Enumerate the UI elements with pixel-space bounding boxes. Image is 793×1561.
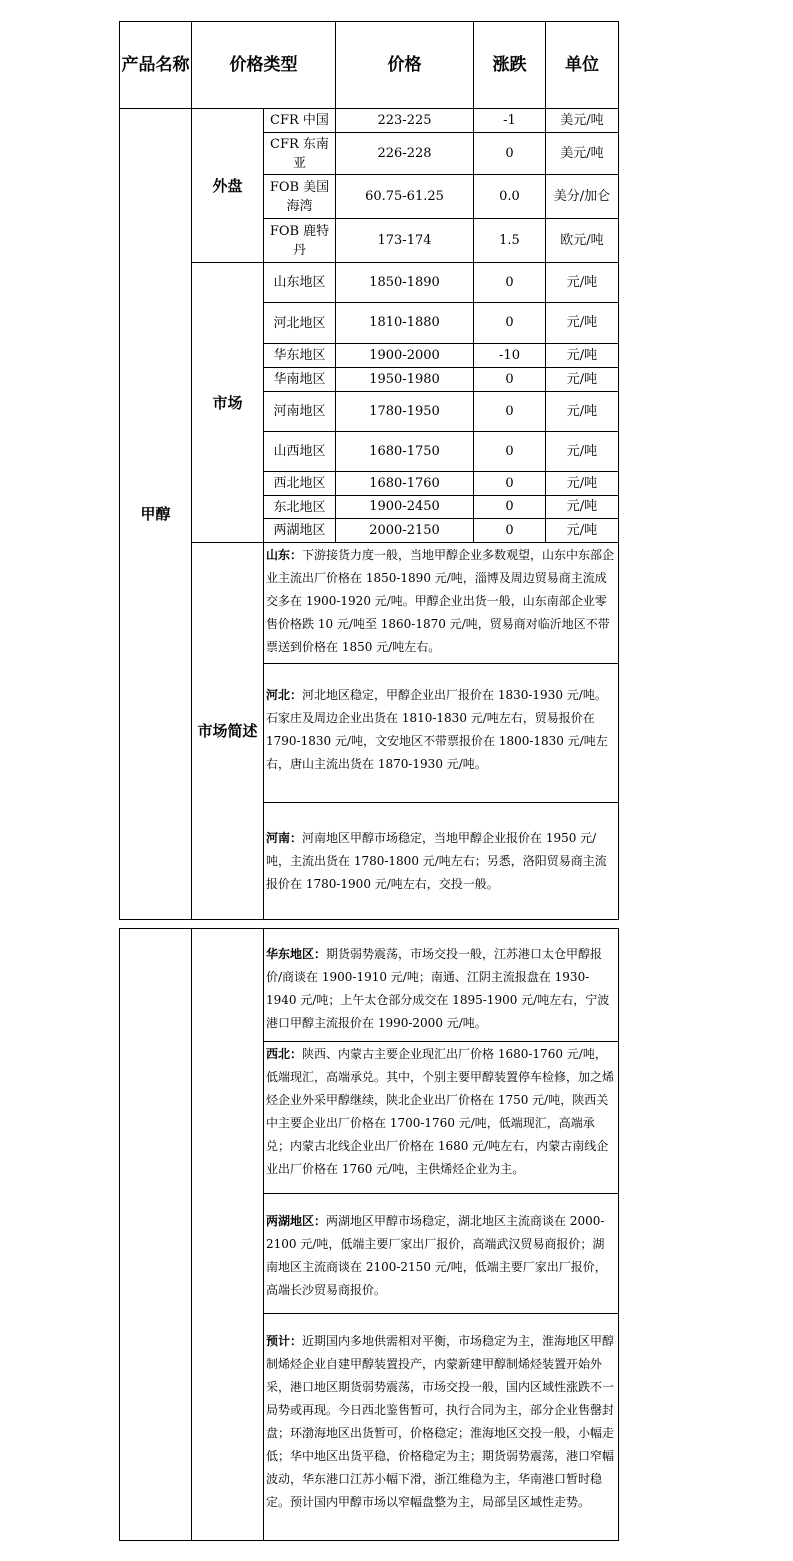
summary-label: 市场简述: [192, 543, 264, 920]
region-name: 两湖地区: [264, 519, 336, 543]
price-unit: 元/吨: [546, 496, 619, 519]
price-unit: 美分/加仑: [546, 175, 619, 219]
summary-region: 河北：: [266, 688, 303, 702]
summary-paragraph: [264, 1194, 619, 1314]
region-name: 山东地区: [264, 263, 336, 303]
summary-region: 两湖地区：: [266, 1214, 327, 1228]
price-value: 1900-2450: [336, 496, 474, 519]
price-change: 0: [474, 303, 546, 344]
price-value: 226-228: [336, 133, 474, 175]
price-unit: 元/吨: [546, 263, 619, 303]
price-value: 1950-1980: [336, 368, 474, 392]
header-unit: 单位: [546, 22, 619, 109]
price-change: 0: [474, 519, 546, 543]
summary-region: 华东地区：: [266, 947, 327, 961]
price-value: 1900-2000: [336, 344, 474, 368]
price-unit: 元/吨: [546, 303, 619, 344]
price-change: 0: [474, 133, 546, 175]
price-change: 0: [474, 263, 546, 303]
price-unit: 元/吨: [546, 519, 619, 543]
summary-continued-table: [119, 928, 619, 1541]
summary-text: 两湖地区甲醇市场稳定，湖北地区主流商谈在 2000-2100 元/吨，低端主要厂家出厂报价，高端武汉贸易商报价；湖南地区主流商谈在 2100-2150 元/吨，低端主要厂家出厂报价，高端长沙贸易商报价。: [266, 1214, 607, 1297]
summary-paragraph: [264, 664, 619, 803]
summary-text: 期货弱势震荡，市场交投一般，江苏港口太仓甲醇报价/商谈在 1900-1910 元/吨；南通、江阴主流报盘在 1930-1940 元/吨；上午太仓部分成交在 1895-1900 元/吨左右，宁波港口甲醇主流报价在 1990-2000 元/吨。: [266, 947, 610, 1030]
summary-paragraph: [264, 803, 619, 920]
summary-paragraph: [264, 929, 619, 1042]
price-type-name: FOB 美国海湾: [264, 175, 336, 219]
price-value: 1780-1950: [336, 392, 474, 432]
summary-region: 河南：: [266, 831, 303, 845]
market-label: 市场: [192, 263, 264, 543]
summary-text: 河南地区甲醇市场稳定，当地甲醇企业报价在 1950 元/吨，主流出货在 1780-1800 元/吨左右；另悉，洛阳贸易商主流报价在 1780-1900 元/吨左右，交投一般。: [266, 831, 607, 891]
table-row: [120, 109, 619, 133]
summary-text: 陕西、内蒙古主要企业现汇出厂价格 1680-1760 元/吨，低端现汇，高端承兑。其中，个别主要甲醇装置停车检修，加之烯烃企业外采甲醇继续，陕北企业出厂价格在 1750 元/吨，陕西关中主要企业出厂价格在 1700-1760 元/吨，低端现汇，高端承兑；内蒙古北线企业出厂价格在 1680 元/吨左右，内蒙古南线企业出厂价格在 1760 元/吨，主供烯烃企业为主。: [266, 1047, 615, 1176]
region-name: 东北地区: [264, 496, 336, 519]
price-type-name: CFR 中国: [264, 109, 336, 133]
summary-region: 预计：: [266, 1334, 303, 1348]
header-price: 价格: [336, 22, 474, 109]
summary-region: 山东：: [266, 548, 303, 562]
summary-row: [120, 929, 619, 1042]
price-change: 0: [474, 472, 546, 496]
price-unit: 欧元/吨: [546, 219, 619, 263]
region-name: 华南地区: [264, 368, 336, 392]
price-value: 1850-1890: [336, 263, 474, 303]
price-change: 0.0: [474, 175, 546, 219]
summary-paragraph: [264, 543, 619, 664]
price-change: 0: [474, 368, 546, 392]
summary-region: 西北：: [266, 1047, 303, 1061]
region-name: 西北地区: [264, 472, 336, 496]
price-unit: 元/吨: [546, 344, 619, 368]
summary-text: 近期国内多地供需相对平衡，市场稳定为主，淮海地区甲醇制烯烃企业自建甲醇装置投产，内蒙新建甲醇制烯烃装置开始外采，港口地区期货弱势震荡，市场交投一般，国内区域性涨跌不一局势或再现。今日西北鉴售暂可，执行合同为主，部分企业售罄封盘；环渤海地区出货暂可，价格稳定；淮海地区交投一般，小幅走低；华中地区出货平稳，价格稳定为主；期货弱势震荡，港口窄幅波动，华东港口江苏小幅下滑，浙江维稳为主，华南港口暂时稳定。预计国内甲醇市场以窄幅盘整为主，局部呈区域性走势。: [266, 1334, 615, 1509]
price-type-name: FOB 鹿特丹: [264, 219, 336, 263]
price-change: 0: [474, 496, 546, 519]
summary-text: 河北地区稳定，甲醇企业出厂报价在 1830-1930 元/吨。石家庄及周边企业出货在 1810-1830 元/吨左右，贸易报价在 1790-1830 元/吨，文安地区不带票报价在 1800-1830 元/吨左右，唐山主流出货在 1870-1930 元/吨。: [266, 688, 608, 771]
price-value: 60.75-61.25: [336, 175, 474, 219]
header-price-type: 价格类型: [192, 22, 336, 109]
summary-paragraph: [264, 1314, 619, 1541]
price-change: -10: [474, 344, 546, 368]
header-product: 产品名称: [120, 22, 192, 109]
summary-row: [120, 543, 619, 664]
region-name: 河南地区: [264, 392, 336, 432]
price-value: 1680-1760: [336, 472, 474, 496]
price-value: 223-225: [336, 109, 474, 133]
summary-paragraph: [264, 1042, 619, 1194]
region-name: 华东地区: [264, 344, 336, 368]
overseas-label: 外盘: [192, 109, 264, 263]
price-unit: 元/吨: [546, 432, 619, 472]
product-name-cell: 甲醇: [120, 109, 192, 920]
methanol-price-table: [119, 21, 619, 920]
price-change: 0: [474, 432, 546, 472]
price-change: 0: [474, 392, 546, 432]
price-unit: 元/吨: [546, 368, 619, 392]
region-name: 河北地区: [264, 303, 336, 344]
header-row: [120, 22, 619, 109]
price-type-name: CFR 东南亚: [264, 133, 336, 175]
price-value: 1680-1750: [336, 432, 474, 472]
region-name: 山西地区: [264, 432, 336, 472]
price-change: 1.5: [474, 219, 546, 263]
summary-text: 下游接货力度一般，当地甲醇企业多数观望，山东中东部企业主流出厂价格在 1850-1890 元/吨，淄博及周边贸易商主流成交多在 1900-1920 元/吨。甲醇企业出货一般，山东南部企业零售价格跌 10 元/吨至 1860-1870 元/吨，贸易商对临沂地区不带票送到价格在 1850 元/吨左右。: [266, 548, 615, 654]
price-unit: 元/吨: [546, 472, 619, 496]
header-change: 涨跌: [474, 22, 546, 109]
table-row: [120, 263, 619, 303]
price-value: 173-174: [336, 219, 474, 263]
price-unit: 美元/吨: [546, 133, 619, 175]
price-unit: 美元/吨: [546, 109, 619, 133]
price-value: 1810-1880: [336, 303, 474, 344]
empty-product-cell: [120, 929, 192, 1541]
price-change: -1: [474, 109, 546, 133]
price-value: 2000-2150: [336, 519, 474, 543]
empty-type-cell: [192, 929, 264, 1541]
price-unit: 元/吨: [546, 392, 619, 432]
